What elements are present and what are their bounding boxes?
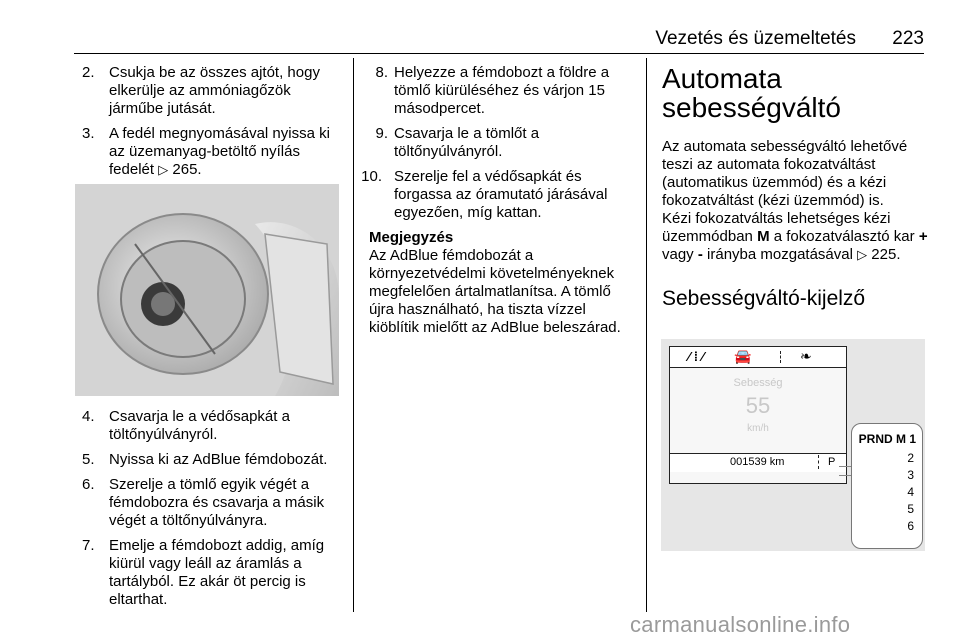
display-tabs bbox=[670, 347, 846, 368]
triangle-right-icon: ▷ bbox=[158, 163, 169, 178]
list-item: 5. Nyissa ki az AdBlue fémdobozát. bbox=[82, 451, 328, 468]
list-item: 9. Csavarja le a tömlőt a töltőnyúlványról. bbox=[375, 125, 540, 160]
list-item: 4. Csavarja le a védősapkát a töltőnyúlványról. bbox=[82, 408, 290, 443]
list-item: 10. Szerelje fel a védősapkát és forgassa az óramutató járásával egyezően, míg kattan. bbox=[361, 168, 608, 221]
subheading: Sebességváltó-kijelző bbox=[662, 287, 866, 310]
note-heading: Megjegyzés bbox=[369, 229, 454, 246]
column-1-top bbox=[82, 64, 344, 187]
odometer-divider bbox=[818, 455, 819, 469]
gear-selector-line: PRND M 1 bbox=[858, 432, 916, 446]
list-item: 7. Emelje a fémdobozt addig, amíg kiürül vagy leáll az áramlás a tartályból. Ez akár öt percig is eltarthat. bbox=[82, 537, 325, 608]
section-title: Vezetés és üzemeltetés bbox=[655, 28, 856, 49]
column-divider bbox=[353, 58, 354, 612]
gear-callout bbox=[851, 423, 923, 549]
paragraph: Kézi fokozatváltás lehetséges kézi üzemmódban M a fokozatválasztó kar + vagy - irányba mozgatásával ▷ 225. bbox=[662, 210, 928, 263]
list-item: 2. Csukja be az összes ajtót, hogy elkerülje az ammóniagőzök járműbe jutását. bbox=[82, 64, 320, 117]
section-heading: Automata sebességváltó bbox=[662, 63, 842, 123]
speed-value: 55 bbox=[745, 393, 771, 418]
list-item: 8. Helyezze a fémdobozt a földre a tömlő kiürüléséhez és várjon 15 másodpercet. bbox=[375, 64, 610, 117]
display-screen bbox=[669, 346, 847, 484]
note-text: Az AdBlue fémdobozát a környezetvédelmi követelményeknek megfelelően ártalmatlanítsa. A tömlő újra használható, ha tiszta vízzel kiöblítik mielőtt az AdBlue beleszárad. bbox=[369, 247, 621, 336]
tab-divider bbox=[780, 351, 782, 363]
fuel-filler-photo bbox=[75, 184, 339, 396]
column-2 bbox=[361, 64, 636, 337]
speed-unit: km/h bbox=[747, 423, 769, 434]
manual-gears: 2 3 4 5 6 bbox=[907, 451, 914, 533]
transmission-display-illustration bbox=[661, 339, 925, 551]
column-1-bottom bbox=[82, 408, 344, 616]
road-icon: ⁄ ⁞ ⁄ bbox=[688, 349, 704, 364]
ecology-icon: ❧ bbox=[800, 348, 812, 364]
header-rule bbox=[74, 53, 924, 54]
watermark: carmanualsonline.info bbox=[630, 612, 851, 637]
paragraph: Az automata sebességváltó lehetővé teszi az automata fokozatváltást (automatikus üzemmód) és a kézi fokozatváltást (kézi üzemmód) is. bbox=[662, 138, 908, 209]
page-reference[interactable]: 265. bbox=[172, 161, 202, 178]
gear-indicator: P bbox=[828, 456, 836, 468]
column-3 bbox=[662, 64, 928, 311]
page-number: 223 bbox=[892, 28, 924, 49]
page-reference[interactable]: 225. bbox=[871, 246, 901, 263]
list-item: 6. Szerelje a tömlő egyik végét a fémdobozra és csavarja a másik végét a töltőnyúlványra. bbox=[82, 476, 325, 529]
triangle-right-icon: ▷ bbox=[857, 248, 868, 263]
column-divider bbox=[646, 58, 647, 612]
speed-label: Sebesség bbox=[733, 377, 783, 389]
odometer: 001539 km bbox=[730, 456, 785, 468]
odometer-bar bbox=[670, 453, 846, 472]
car-icon: 🚘 bbox=[734, 348, 752, 364]
page-header bbox=[0, 28, 960, 54]
list-item: 3. A fedél megnyomásával nyissa ki az üzemanyag-betöltő nyílás fedelét ▷ 265. bbox=[82, 125, 330, 178]
